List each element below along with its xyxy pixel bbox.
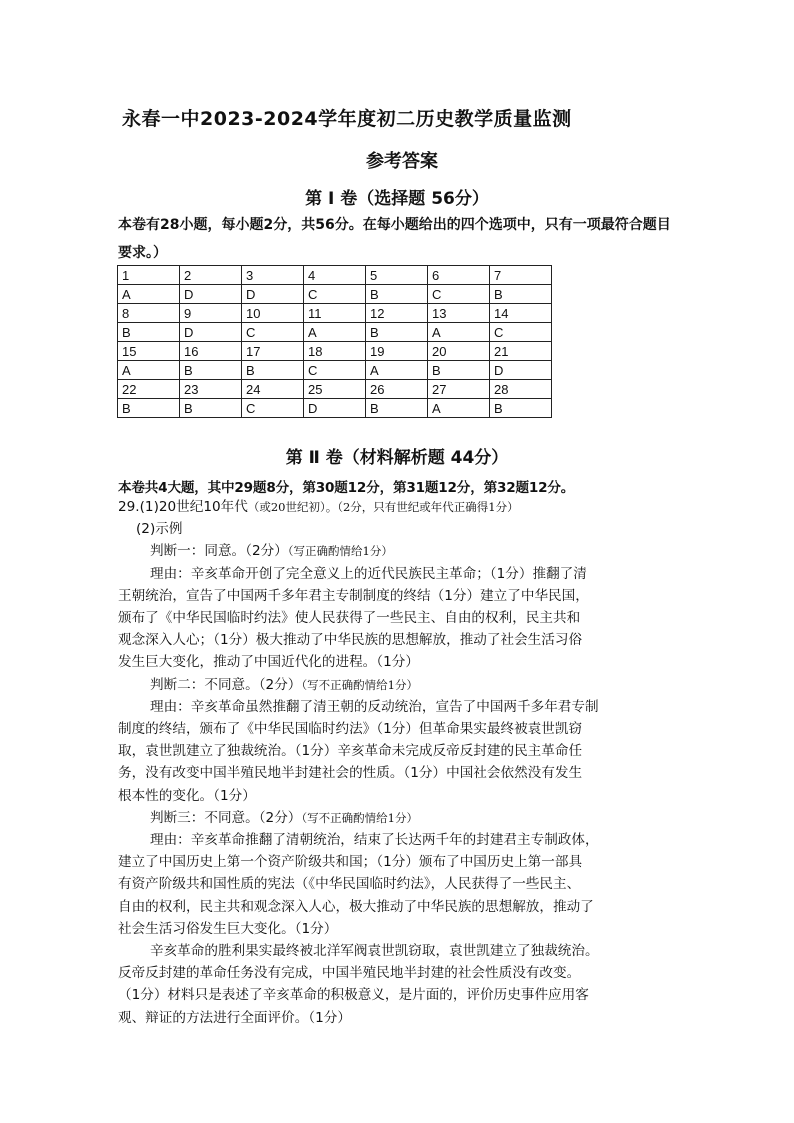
answer-cell: B <box>180 399 242 418</box>
part1-heading: 第 Ⅰ 卷（选择题 56分） <box>305 189 489 209</box>
conclusion-line: 反帝反封建的革命任务没有完成，中国半殖民地半封建的社会性质没有改变。 <box>118 965 581 982</box>
answer-row <box>118 285 552 304</box>
answer-cell: A <box>428 323 490 342</box>
q29-part1: 29.(1)20世纪10年代（或20世纪初）。（2分，只有世纪或年代正确得1分） <box>118 499 519 515</box>
answer-cell: D <box>180 285 242 304</box>
conclusion-line: 辛亥革命的胜利果实最终被北洋军阀袁世凯窃取，袁世凯建立了独裁统治。 <box>150 943 599 960</box>
question-number-cell: 23 <box>180 380 242 399</box>
question-number-row <box>118 380 552 399</box>
answer-cell: C <box>428 285 490 304</box>
judgment-3: 判断三：不同意。（2分）（写不正确酌情给1分） <box>150 809 418 826</box>
answer-cell: A <box>118 285 180 304</box>
reason-line: 观念深入人心；（1分）极大推动了中华民族的思想解放，推动了社会生活习俗 <box>118 632 583 649</box>
question-number-cell: 4 <box>304 266 366 285</box>
question-number-row <box>118 304 552 323</box>
question-number-cell: 27 <box>428 380 490 399</box>
answer-cell: C <box>490 323 552 342</box>
question-number-cell: 7 <box>490 266 552 285</box>
answer-cell: C <box>304 285 366 304</box>
reason-line: 制度的终结，颁布了《中华民国临时约法》（1分）但革命果实最终被袁世凯窃 <box>118 721 583 738</box>
question-number-cell: 14 <box>490 304 552 323</box>
part2-heading: 第 Ⅱ 卷（材料解析题 44分） <box>285 448 509 468</box>
page-title: 永春一中2023-2024学年度初二历史教学质量监测 <box>122 108 572 130</box>
judgment-2-reason <box>118 696 678 807</box>
reason-line: 发生巨大变化，推动了中国近代化的进程。（1分） <box>118 654 419 671</box>
answer-cell: B <box>118 323 180 342</box>
answer-cell: B <box>490 399 552 418</box>
question-number-cell: 10 <box>242 304 304 323</box>
answer-cell: A <box>428 399 490 418</box>
question-number-cell: 24 <box>242 380 304 399</box>
answer-cell: B <box>118 399 180 418</box>
question-number-row <box>118 266 552 285</box>
judgment-3-reason <box>118 829 678 940</box>
q29-part2-label: (2)示例 <box>136 521 183 538</box>
answer-cell: A <box>366 361 428 380</box>
question-number-cell: 22 <box>118 380 180 399</box>
question-number-cell: 17 <box>242 342 304 361</box>
part1-intro: 本卷有28小题，每小题2分，共56分。在每小题给出的四个选项中，只有一项最符合题目要求。） <box>118 217 671 261</box>
conclusion <box>118 940 678 1029</box>
reason-line: 社会生活习俗发生巨大变化。（1分） <box>118 920 338 937</box>
answer-cell: C <box>242 399 304 418</box>
question-number-cell: 9 <box>180 304 242 323</box>
reason-line: 根本性的变化。（1分） <box>118 787 256 804</box>
answer-row <box>118 323 552 342</box>
answer-cell: B <box>366 399 428 418</box>
answer-cell: B <box>180 361 242 380</box>
question-number-cell: 20 <box>428 342 490 361</box>
answer-cell: D <box>242 285 304 304</box>
part2-answers <box>118 496 678 1029</box>
question-number-cell: 5 <box>366 266 428 285</box>
answer-cell: D <box>304 399 366 418</box>
question-number-cell: 28 <box>490 380 552 399</box>
question-number-cell: 12 <box>366 304 428 323</box>
answer-cell: D <box>490 361 552 380</box>
reason-line: 务，没有改变中国半殖民地半封建社会的性质。（1分）中国社会依然没有发生 <box>118 765 583 782</box>
reason-line: 王朝统治，宣告了中国两千多年君主专制制度的终结（1分）建立了中华民国， <box>118 587 589 604</box>
answer-cell: A <box>304 323 366 342</box>
answer-cell: B <box>490 285 552 304</box>
answer-cell: D <box>180 323 242 342</box>
reason-line: 建立了中国历史上第一个资产阶级共和国；（1分）颁布了中国历史上第一部具 <box>118 854 583 871</box>
reason-line: 自由的权利，民主共和观念深入人心，极大推动了中华民族的思想解放，推动了 <box>118 898 594 915</box>
question-number-cell: 1 <box>118 266 180 285</box>
question-number-cell: 15 <box>118 342 180 361</box>
question-number-cell: 26 <box>366 380 428 399</box>
conclusion-line: 观、辩证的方法进行全面评价。（1分） <box>118 1009 351 1026</box>
answer-row <box>118 399 552 418</box>
question-number-cell: 2 <box>180 266 242 285</box>
judgment-1-reason <box>118 563 678 674</box>
question-number-cell: 25 <box>304 380 366 399</box>
question-number-cell: 21 <box>490 342 552 361</box>
answer-cell: C <box>304 361 366 380</box>
answer-row <box>118 361 552 380</box>
reason-line: 有资产阶级共和国性质的宪法（《中华民国临时约法》，人民获得了一些民主、 <box>118 876 581 893</box>
reason-line: 理由：辛亥革命虽然推翻了清王朝的反动统治，宣告了中国两千多年君专制 <box>150 698 599 715</box>
answer-cell: B <box>366 285 428 304</box>
question-number-cell: 18 <box>304 342 366 361</box>
reason-line: 理由：辛亥革命推翻了清朝统治，结束了长达两千年的封建君主专制政体， <box>150 832 599 849</box>
answer-cell: C <box>242 323 304 342</box>
answer-table <box>117 265 552 418</box>
answer-cell: B <box>366 323 428 342</box>
question-number-cell: 16 <box>180 342 242 361</box>
question-number-cell: 8 <box>118 304 180 323</box>
question-number-cell: 11 <box>304 304 366 323</box>
question-number-cell: 13 <box>428 304 490 323</box>
judgment-1: 判断一：同意。（2分）（写正确酌情给1分） <box>150 543 393 560</box>
judgment-2: 判断二：不同意。（2分）（写不正确酌情给1分） <box>150 676 418 693</box>
reason-line: 取，袁世凯建立了独裁统治。（1分）辛亥革命未完成反帝反封建的民主革命任 <box>118 743 583 760</box>
reason-line: 颁布了《中华民国临时约法》使人民获得了一些民主、自由的权利，民主共和 <box>118 610 581 627</box>
page-subtitle: 参考答案 <box>366 151 438 172</box>
answer-cell: B <box>242 361 304 380</box>
conclusion-line: （1分）材料只是表述了辛亥革命的积极意义，是片面的，评价历史事件应用客 <box>118 987 589 1004</box>
question-number-row <box>118 342 552 361</box>
answer-cell: A <box>118 361 180 380</box>
question-number-cell: 19 <box>366 342 428 361</box>
part2-summary: 本卷共4大题，其中29题8分，第30题12分，第31题12分，第32题12分。 <box>118 480 575 496</box>
question-number-cell: 6 <box>428 266 490 285</box>
answer-cell: B <box>428 361 490 380</box>
question-number-cell: 3 <box>242 266 304 285</box>
reason-line: 理由：辛亥革命开创了完全意义上的近代民族民主革命；（1分）推翻了清 <box>150 565 587 582</box>
